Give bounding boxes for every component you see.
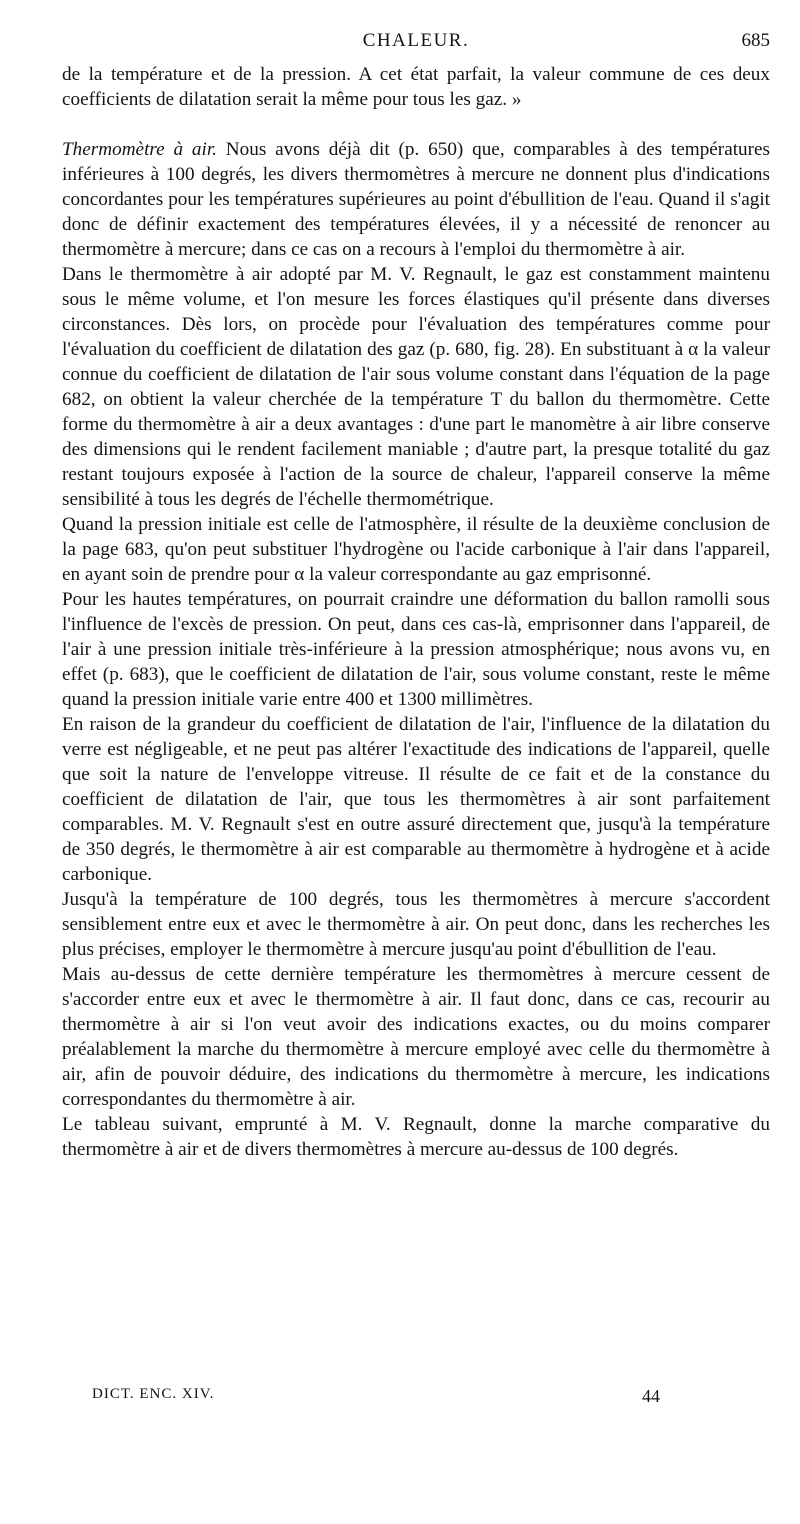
paragraph bbox=[62, 962, 770, 1112]
paragraph-text: Mais au-dessus de cette dernière température les thermomètres à mercure cessent de s'accorder entre eux et avec le thermomètre à air. Il faut donc, dans ce cas, recourir au thermomètre à air si l'on veut avoir des indications exactes, ou du moins comparer préalablement la marche du thermomètre à mercure employé avec celle du thermomètre à air, afin de pouvoir déduire, des indications du thermomètre à mercure, les indications correspondantes du thermomètre à air. bbox=[62, 964, 770, 1110]
paragraph-text: Nous avons déjà dit (p. 650) que, comparables à des températures inférieures à 100 degrés, les divers thermomètres à mercure ne donnent plus d'indications concordantes pour les températures supérieures au point d'ébullition de l'eau. Quand il s'agit donc de définir exactement des températures élevées, il y a nécessité de renoncer au thermomètre à mercure; dans ce cas on a recours à l'emploi du thermomètre à air. bbox=[62, 139, 771, 260]
running-title: CHALEUR. bbox=[362, 30, 470, 51]
page-footer bbox=[92, 1386, 692, 1410]
paragraph-text: Quand la pression initiale est celle de l'atmosphère, il résulte de la deuxième conclusion de la page 683, qu'on peut substituer l'hydrogène ou l'acide carbonique à l'air dans l'appareil, en ayant soin de prendre pour α la valeur correspondante au gaz emprisonné. bbox=[62, 514, 770, 585]
page-number: 685 bbox=[741, 30, 770, 51]
running-head bbox=[62, 30, 770, 54]
paragraph-text: de la température et de la pression. A cet état parfait, la valeur commune de ces deux coefficients de dilatation serait la même pour tous les gaz. » bbox=[62, 64, 770, 110]
footer-signature-number: 44 bbox=[642, 1386, 660, 1406]
paragraph bbox=[62, 262, 770, 512]
paragraph-text: Dans le thermomètre à air adopté par M. V. Regnault, le gaz est constamment maintenu sous le même volume, et l'on mesure les forces élastiques qu'il présente dans diverses circonstances. Dès lors, on procède pour l'évaluation des températures comme pour l'évaluation du coefficient de dilatation des gaz (p. 680, fig. 28). En substituant à α la valeur connue du coefficient de dilatation de l'air sous volume constant dans l'équation de la page 682, on obtient la valeur cherchée de la température T du ballon du thermomètre. Cette forme du thermomètre à air a deux avantages : d'une part le manomètre à air libre conserve des dimensions qui le rendent facilement maniable ; d'autre part, la presque totalité du gaz restant toujours exposée à l'action de la source de chaleur, l'appareil conserve la même sensibilité à tous les degrés de l'échelle thermométrique. bbox=[62, 264, 770, 510]
paragraph bbox=[62, 887, 770, 962]
paragraph-text: En raison de la grandeur du coefficient de dilatation de l'air, l'influence de la dilatation du verre est négligeable, et ne peut pas altérer l'exactitude des indications de l'appareil, quelle que soit la nature de l'enveloppe vitreuse. Il résulte de ce fait et de la constance du coefficient de dilatation de l'air, que tous les thermomètres à air sont parfaitement comparables. M. V. Regnault s'est en outre assuré directement que, jusqu'à la température de 350 degrés, le thermomètre à air est comparable au thermomètre à hydrogène et à acide carbonique. bbox=[62, 714, 770, 885]
paragraph bbox=[62, 712, 770, 887]
section-lead: Thermomètre à air. bbox=[62, 139, 217, 160]
paragraph-text: Pour les hautes températures, on pourrait craindre une déformation du ballon ramolli sous l'influence de l'excès de pression. On peut, dans ces cas-là, emprisonner dans l'appareil, de l'air à une pression initiale très-inférieure à la pression atmosphérique; nous avons vu, en effet (p. 683), que le coefficient de dilatation de l'air, sous volume constant, reste le même quand la pression initiale varie entre 400 et 1300 millimètres. bbox=[62, 589, 770, 710]
paragraph bbox=[62, 1112, 770, 1162]
footer-signature: DICT. ENC. XIV. bbox=[92, 1386, 215, 1402]
body-text bbox=[62, 62, 770, 1162]
paragraph-thermometre-a-air bbox=[62, 137, 770, 262]
paragraph bbox=[62, 512, 770, 587]
paragraph-text: Jusqu'à la température de 100 degrés, tous les thermomètres à mercure s'accordent sensiblement entre eux et avec le thermomètre à air. On peut donc, dans les recherches les plus précises, employer le thermomètre à mercure jusqu'au point d'ébullition de l'eau. bbox=[62, 889, 770, 960]
paragraph-continuation bbox=[62, 62, 770, 112]
paragraph-text: Le tableau suivant, emprunté à M. V. Regnault, donne la marche comparative du thermomètre à air et de divers thermomètres à mercure au-dessus de 100 degrés. bbox=[62, 1114, 770, 1160]
paragraph bbox=[62, 587, 770, 712]
